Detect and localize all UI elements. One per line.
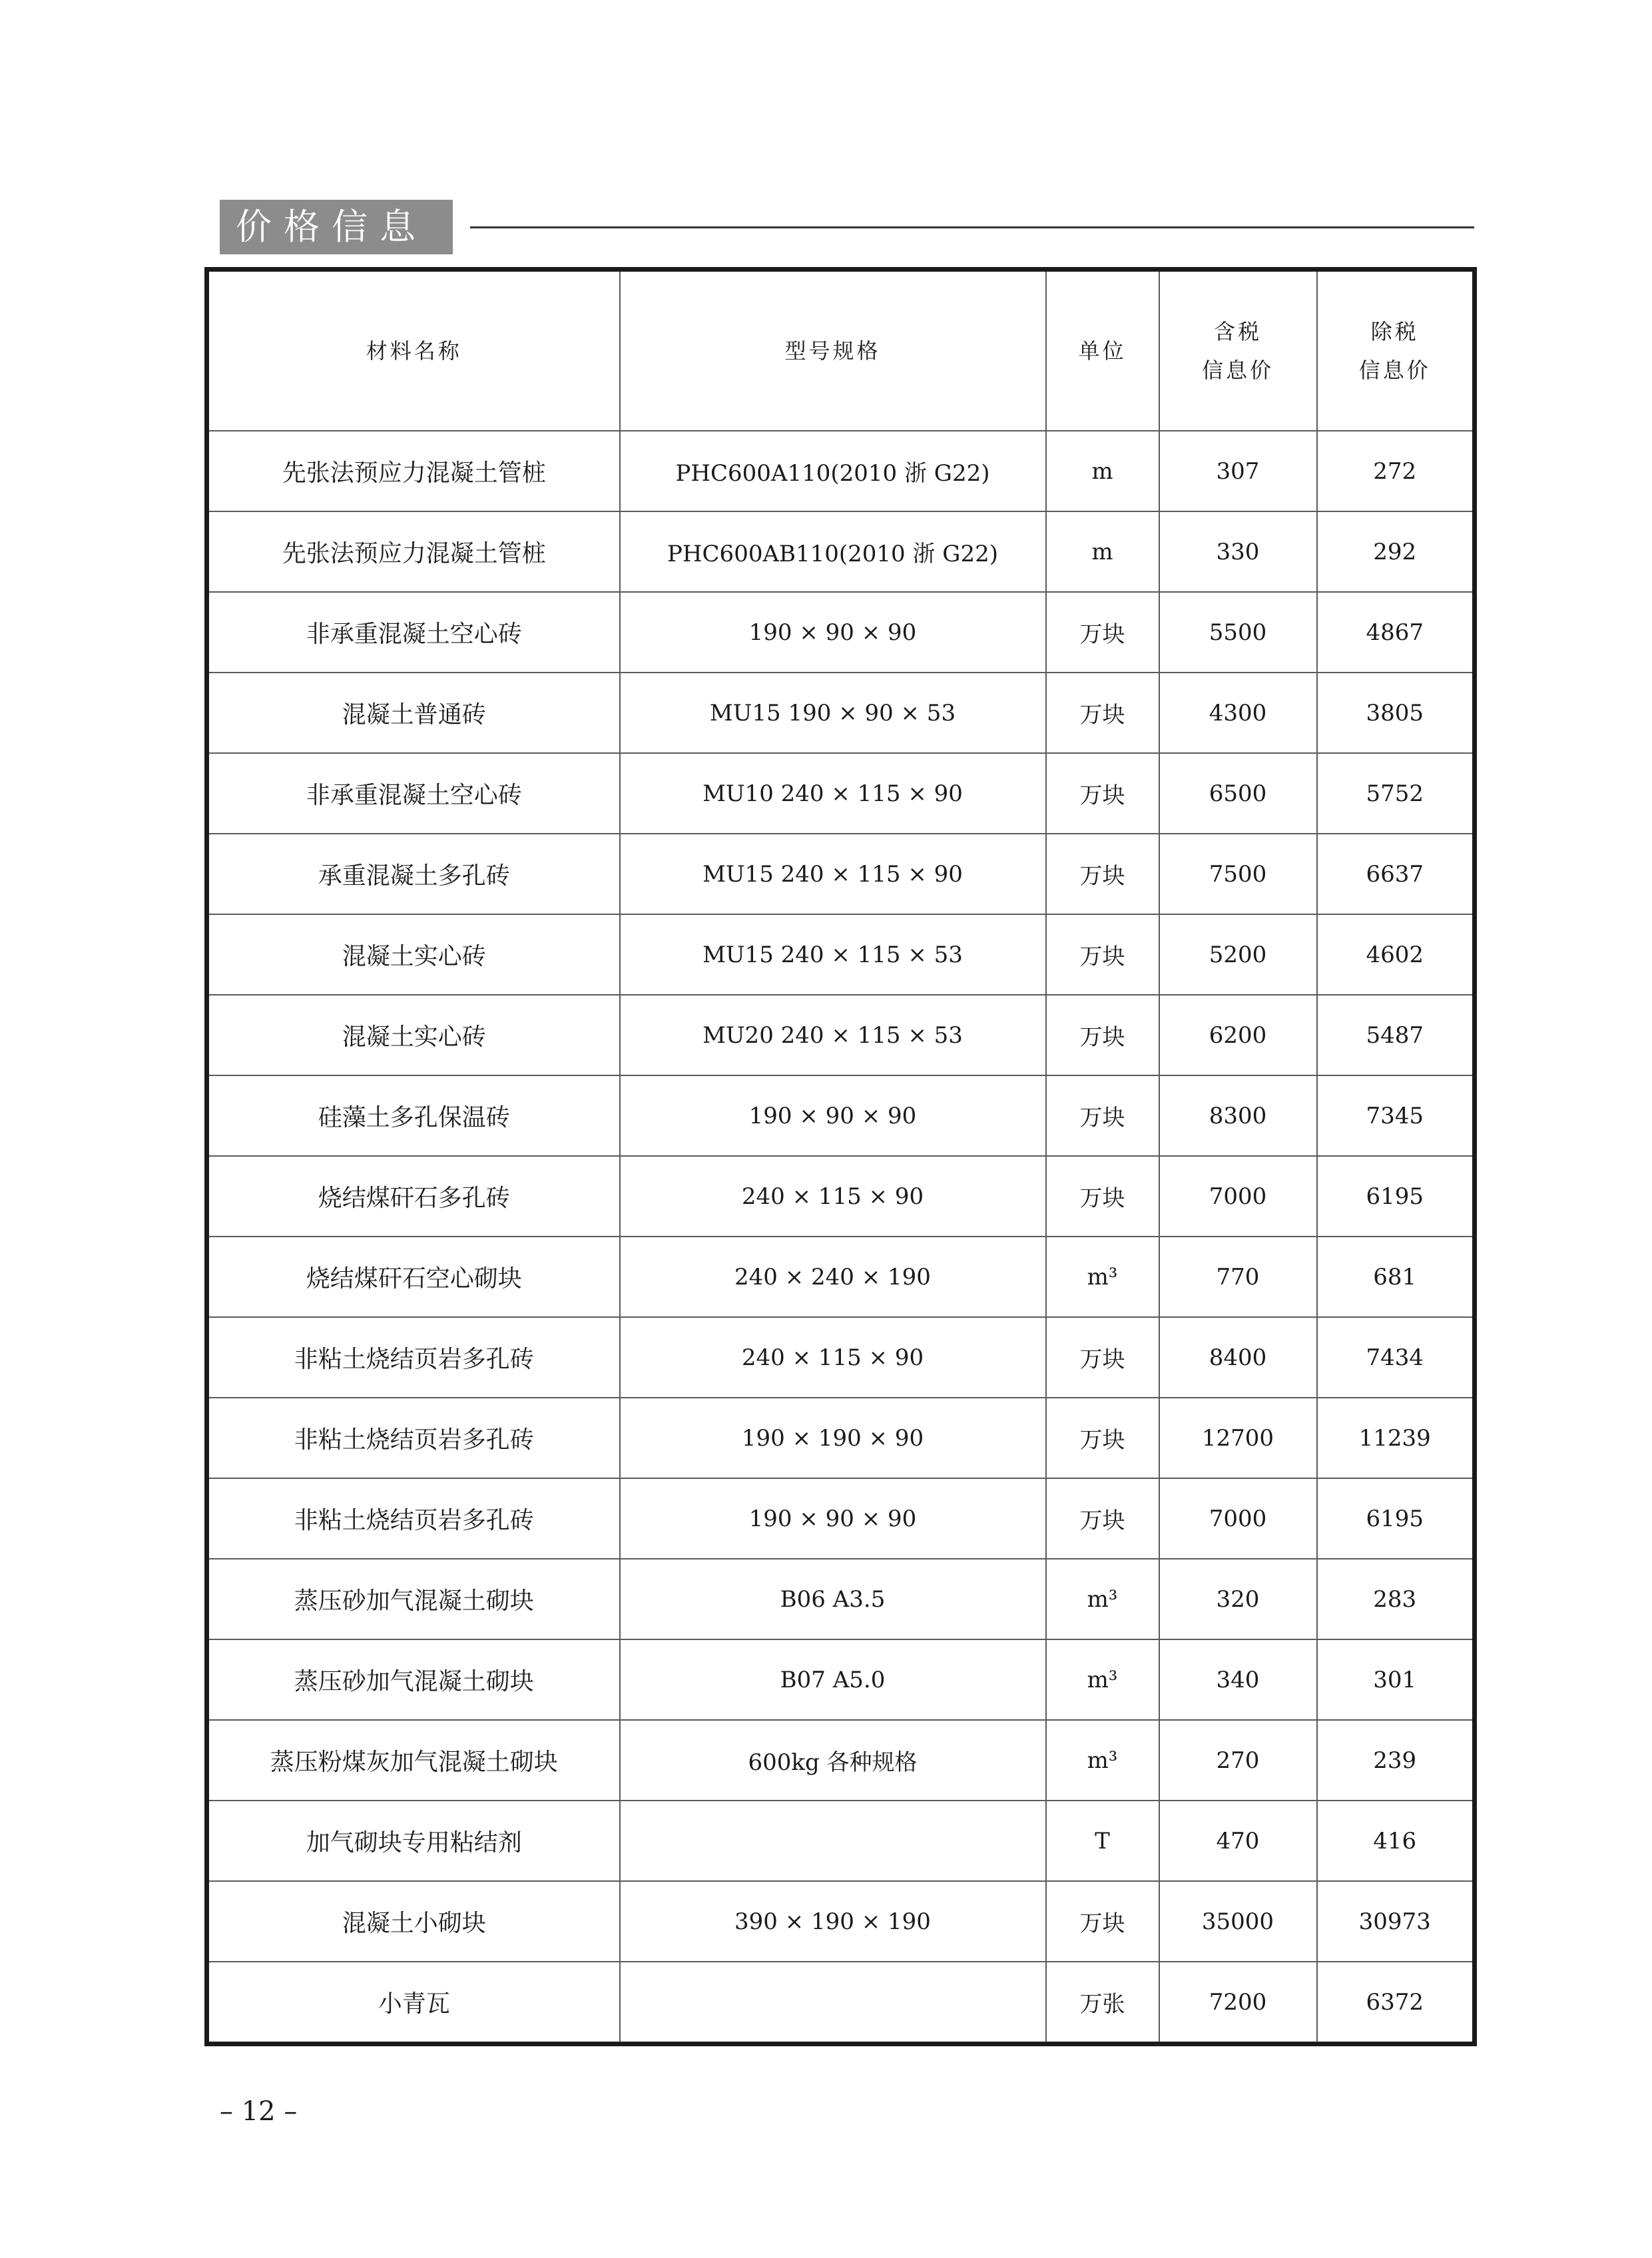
cell-tax-included-price: 12700 (1159, 1398, 1317, 1478)
cell-spec: 240 × 115 × 90 (620, 1317, 1046, 1398)
section-divider (470, 226, 1474, 228)
cell-tax-included-price: 5500 (1159, 592, 1317, 673)
cell-spec: 190 × 190 × 90 (620, 1398, 1046, 1478)
cell-tax-excluded-price: 6372 (1317, 1962, 1475, 2044)
cell-material-name: 非粘土烧结页岩多孔砖 (207, 1317, 620, 1398)
cell-tax-excluded-price: 292 (1317, 511, 1475, 592)
cell-tax-excluded-price: 7434 (1317, 1317, 1475, 1398)
table-row (207, 1881, 1475, 1962)
table-row (207, 914, 1475, 995)
cell-tax-included-price: 330 (1159, 511, 1317, 592)
cell-unit: 万块 (1046, 753, 1159, 834)
cell-spec: 240 × 115 × 90 (620, 1156, 1046, 1237)
header-material-name: 材料名称 (207, 270, 620, 431)
cell-unit: m³ (1046, 1237, 1159, 1317)
table-row (207, 1317, 1475, 1398)
cell-tax-included-price: 770 (1159, 1237, 1317, 1317)
cell-unit: 万块 (1046, 1881, 1159, 1962)
cell-unit: 万块 (1046, 834, 1159, 914)
cell-unit: 万块 (1046, 1398, 1159, 1478)
cell-material-name: 非承重混凝土空心砖 (207, 592, 620, 673)
header-tax-included-price (1159, 270, 1317, 431)
table-row (207, 834, 1475, 914)
cell-material-name: 加气砌块专用粘结剂 (207, 1801, 620, 1881)
cell-tax-excluded-price: 283 (1317, 1559, 1475, 1639)
cell-material-name: 硅藻土多孔保温砖 (207, 1075, 620, 1156)
cell-tax-included-price: 470 (1159, 1801, 1317, 1881)
header-unit: 单位 (1046, 270, 1159, 431)
table-row (207, 1075, 1475, 1156)
cell-tax-included-price: 7000 (1159, 1156, 1317, 1237)
cell-material-name: 非承重混凝土空心砖 (207, 753, 620, 834)
cell-tax-included-price: 8400 (1159, 1317, 1317, 1398)
cell-tax-excluded-price: 416 (1317, 1801, 1475, 1881)
table-row (207, 995, 1475, 1075)
cell-tax-included-price: 8300 (1159, 1075, 1317, 1156)
table-row (207, 1237, 1475, 1317)
cell-tax-excluded-price: 7345 (1317, 1075, 1475, 1156)
cell-tax-included-price: 270 (1159, 1720, 1317, 1801)
cell-spec: 190 × 90 × 90 (620, 1075, 1046, 1156)
cell-tax-excluded-price: 11239 (1317, 1398, 1475, 1478)
table-row (207, 1720, 1475, 1801)
cell-material-name: 蒸压砂加气混凝土砌块 (207, 1639, 620, 1720)
cell-tax-excluded-price: 30973 (1317, 1881, 1475, 1962)
page-number: – 12 – (220, 2096, 298, 2127)
cell-tax-included-price: 307 (1159, 431, 1317, 511)
cell-unit: m³ (1046, 1720, 1159, 1801)
table-header-row (207, 270, 1475, 431)
cell-unit: 万块 (1046, 1075, 1159, 1156)
table-row (207, 1559, 1475, 1639)
cell-material-name: 混凝土普通砖 (207, 673, 620, 753)
cell-tax-excluded-price: 5487 (1317, 995, 1475, 1075)
cell-tax-included-price: 6200 (1159, 995, 1317, 1075)
table-row (207, 1801, 1475, 1881)
cell-material-name: 混凝土实心砖 (207, 995, 620, 1075)
table-row (207, 592, 1475, 673)
cell-spec: 190 × 90 × 90 (620, 1478, 1046, 1559)
cell-unit: m (1046, 511, 1159, 592)
cell-unit: m³ (1046, 1559, 1159, 1639)
cell-spec: PHC600AB110(2010 浙 G22) (620, 511, 1046, 592)
cell-spec: 390 × 190 × 190 (620, 1881, 1046, 1962)
cell-material-name: 蒸压砂加气混凝土砌块 (207, 1559, 620, 1639)
cell-spec (620, 1801, 1046, 1881)
header-tax-included-line2: 信息价 (1201, 358, 1274, 383)
table-row (207, 431, 1475, 511)
cell-spec (620, 1962, 1046, 2044)
table-row (207, 1398, 1475, 1478)
cell-unit: 万块 (1046, 592, 1159, 673)
cell-tax-excluded-price: 5752 (1317, 753, 1475, 834)
cell-material-name: 混凝土实心砖 (207, 914, 620, 995)
cell-tax-included-price: 35000 (1159, 1881, 1317, 1962)
cell-tax-included-price: 5200 (1159, 914, 1317, 995)
header-tax-excluded-line1: 除税 (1370, 319, 1419, 344)
cell-material-name: 烧结煤矸石多孔砖 (207, 1156, 620, 1237)
cell-tax-included-price: 7200 (1159, 1962, 1317, 2044)
cell-material-name: 非粘土烧结页岩多孔砖 (207, 1398, 620, 1478)
header-spec: 型号规格 (620, 270, 1046, 431)
cell-unit: m (1046, 431, 1159, 511)
cell-tax-excluded-price: 681 (1317, 1237, 1475, 1317)
cell-material-name: 混凝土小砌块 (207, 1881, 620, 1962)
cell-spec: 190 × 90 × 90 (620, 592, 1046, 673)
cell-tax-excluded-price: 6195 (1317, 1478, 1475, 1559)
cell-tax-excluded-price: 6637 (1317, 834, 1475, 914)
cell-spec: MU15 240 × 115 × 53 (620, 914, 1046, 995)
cell-spec: 600kg 各种规格 (620, 1720, 1046, 1801)
cell-unit: 万块 (1046, 914, 1159, 995)
cell-spec: 240 × 240 × 190 (620, 1237, 1046, 1317)
section-title: 价格信息 (220, 200, 453, 254)
cell-material-name: 先张法预应力混凝土管桩 (207, 431, 620, 511)
cell-unit: m³ (1046, 1639, 1159, 1720)
cell-tax-excluded-price: 3805 (1317, 673, 1475, 753)
cell-tax-excluded-price: 301 (1317, 1639, 1475, 1720)
table-body (207, 431, 1475, 2044)
table-row (207, 1156, 1475, 1237)
cell-material-name: 小青瓦 (207, 1962, 620, 2044)
cell-tax-excluded-price: 272 (1317, 431, 1475, 511)
cell-material-name: 非粘土烧结页岩多孔砖 (207, 1478, 620, 1559)
cell-unit: T (1046, 1801, 1159, 1881)
cell-tax-included-price: 4300 (1159, 673, 1317, 753)
table-row (207, 673, 1475, 753)
cell-material-name: 烧结煤矸石空心砌块 (207, 1237, 620, 1317)
cell-tax-excluded-price: 6195 (1317, 1156, 1475, 1237)
cell-tax-excluded-price: 4867 (1317, 592, 1475, 673)
table-row (207, 511, 1475, 592)
table-row (207, 1962, 1475, 2044)
cell-spec: MU15 190 × 90 × 53 (620, 673, 1046, 753)
cell-spec: MU20 240 × 115 × 53 (620, 995, 1046, 1075)
table-row (207, 1478, 1475, 1559)
price-table (204, 267, 1477, 2046)
cell-unit: 万块 (1046, 1156, 1159, 1237)
cell-spec: MU10 240 × 115 × 90 (620, 753, 1046, 834)
cell-tax-excluded-price: 4602 (1317, 914, 1475, 995)
table-row (207, 1639, 1475, 1720)
cell-spec: B07 A5.0 (620, 1639, 1046, 1720)
cell-tax-included-price: 320 (1159, 1559, 1317, 1639)
cell-unit: 万块 (1046, 1478, 1159, 1559)
header-tax-included-line1: 含税 (1213, 319, 1262, 344)
table-row (207, 753, 1475, 834)
cell-unit: 万块 (1046, 1317, 1159, 1398)
header-tax-excluded-line2: 信息价 (1358, 358, 1431, 383)
cell-tax-included-price: 340 (1159, 1639, 1317, 1720)
cell-unit: 万张 (1046, 1962, 1159, 2044)
cell-unit: 万块 (1046, 995, 1159, 1075)
section-header (220, 200, 1474, 254)
cell-unit: 万块 (1046, 673, 1159, 753)
cell-material-name: 先张法预应力混凝土管桩 (207, 511, 620, 592)
cell-spec: MU15 240 × 115 × 90 (620, 834, 1046, 914)
cell-tax-included-price: 7500 (1159, 834, 1317, 914)
cell-spec: PHC600A110(2010 浙 G22) (620, 431, 1046, 511)
cell-material-name: 蒸压粉煤灰加气混凝土砌块 (207, 1720, 620, 1801)
cell-tax-included-price: 6500 (1159, 753, 1317, 834)
cell-spec: B06 A3.5 (620, 1559, 1046, 1639)
cell-tax-excluded-price: 239 (1317, 1720, 1475, 1801)
cell-material-name: 承重混凝土多孔砖 (207, 834, 620, 914)
header-tax-excluded-price (1317, 270, 1475, 431)
cell-tax-included-price: 7000 (1159, 1478, 1317, 1559)
